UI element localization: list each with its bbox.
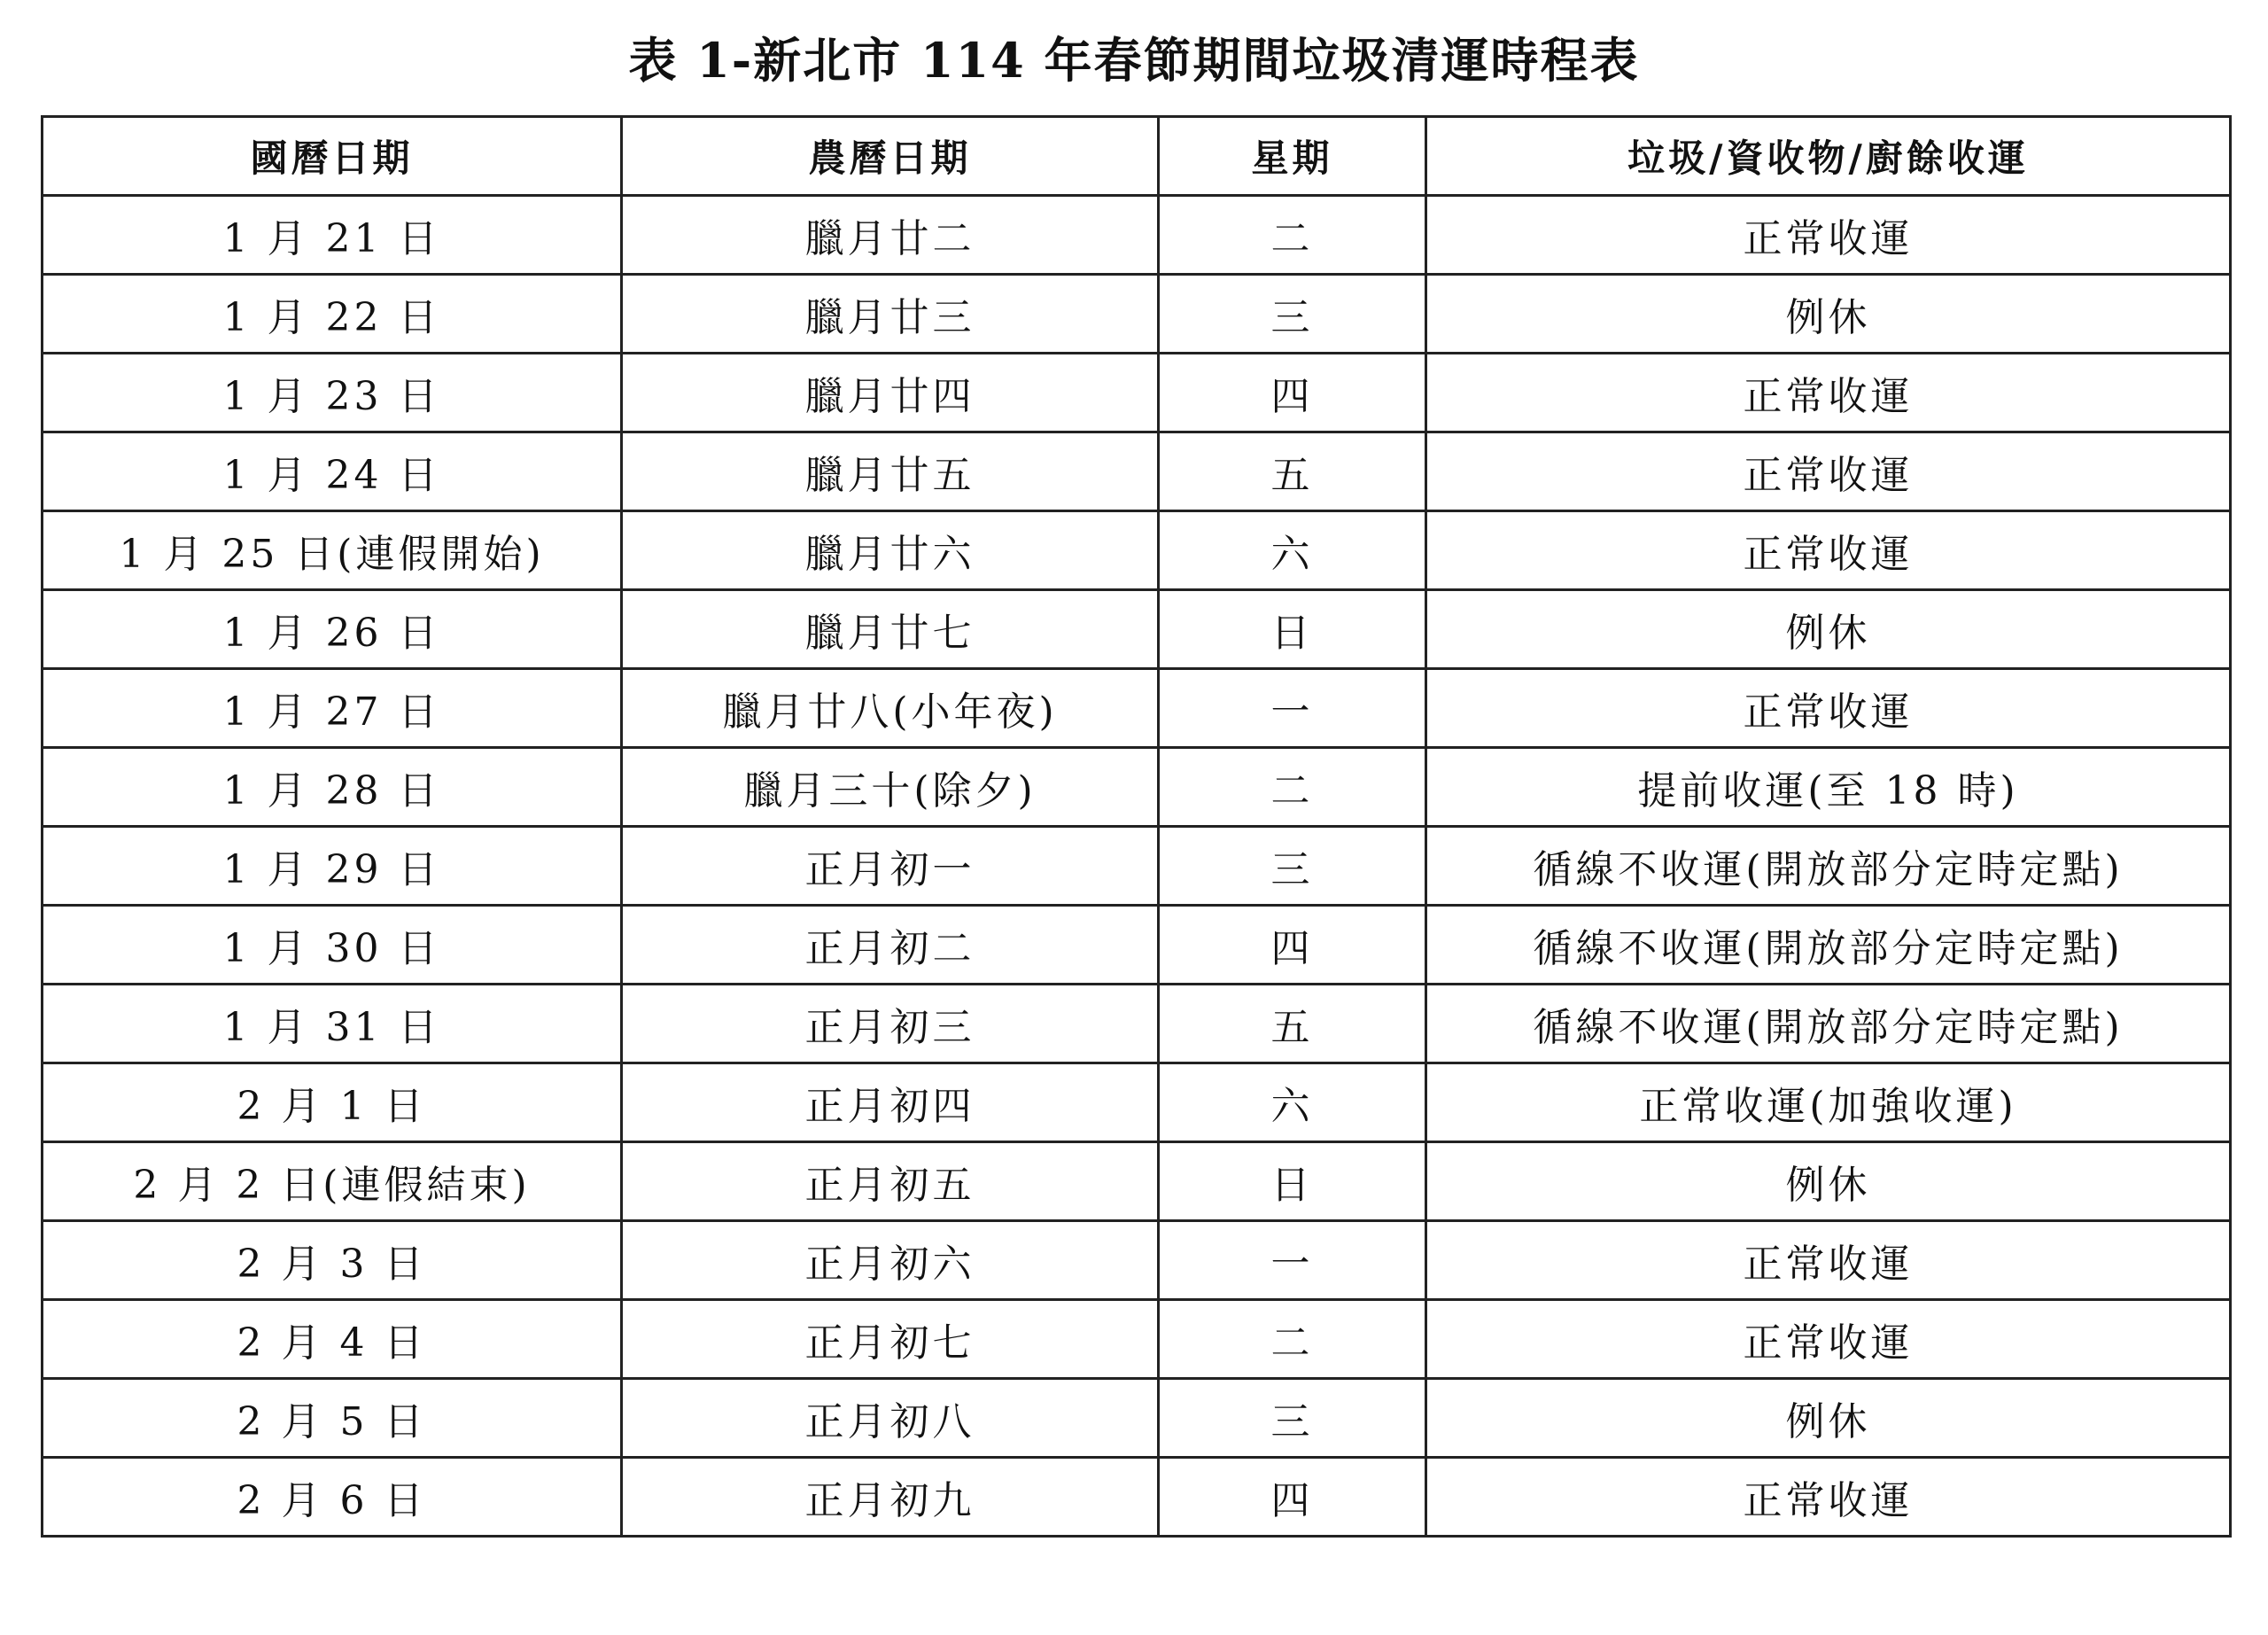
weekday-cell: 六: [1159, 1063, 1426, 1142]
table-row: [43, 748, 2231, 827]
solar-date-cell: 2 月 4 日: [43, 1300, 622, 1379]
weekday-cell: 五: [1159, 432, 1426, 511]
weekday-cell: 日: [1159, 1142, 1426, 1221]
table-row: [43, 590, 2231, 669]
weekday-cell: 六: [1159, 511, 1426, 590]
collection-cell: 正常收運: [1426, 511, 2231, 590]
solar-date-cell: 1 月 28 日: [43, 748, 622, 827]
weekday-cell: 三: [1159, 827, 1426, 906]
solar-date-cell: 1 月 25 日(連假開始): [43, 511, 622, 590]
lunar-date-cell: 正月初三: [622, 985, 1159, 1063]
solar-date-cell: 1 月 22 日: [43, 275, 622, 354]
table-row: [43, 1379, 2231, 1458]
schedule-table: [41, 115, 2232, 1538]
collection-cell: 循線不收運(開放部分定時定點): [1426, 906, 2231, 985]
collection-cell: 正常收運: [1426, 1221, 2231, 1300]
lunar-date-cell: 臘月廿四: [622, 354, 1159, 432]
table-row: [43, 196, 2231, 275]
solar-date-cell: 1 月 24 日: [43, 432, 622, 511]
lunar-date-cell: 臘月廿七: [622, 590, 1159, 669]
weekday-cell: 五: [1159, 985, 1426, 1063]
solar-date-cell: 2 月 3 日: [43, 1221, 622, 1300]
collection-cell: 正常收運: [1426, 669, 2231, 748]
weekday-cell: 三: [1159, 1379, 1426, 1458]
table-row: [43, 1221, 2231, 1300]
lunar-date-cell: 臘月三十(除夕): [622, 748, 1159, 827]
lunar-date-cell: 臘月廿六: [622, 511, 1159, 590]
lunar-date-cell: 正月初七: [622, 1300, 1159, 1379]
lunar-date-cell: 臘月廿五: [622, 432, 1159, 511]
weekday-cell: 三: [1159, 275, 1426, 354]
table-row: [43, 354, 2231, 432]
weekday-cell: 二: [1159, 196, 1426, 275]
weekday-cell: 四: [1159, 354, 1426, 432]
weekday-cell: 日: [1159, 590, 1426, 669]
collection-cell: 例休: [1426, 590, 2231, 669]
collection-cell: 循線不收運(開放部分定時定點): [1426, 985, 2231, 1063]
table-header-row: [43, 117, 2231, 196]
collection-cell: 例休: [1426, 1379, 2231, 1458]
collection-cell: 正常收運(加強收運): [1426, 1063, 2231, 1142]
collection-cell: 正常收運: [1426, 196, 2231, 275]
solar-date-cell: 1 月 26 日: [43, 590, 622, 669]
header-weekday: 星期: [1159, 117, 1426, 196]
solar-date-cell: 2 月 6 日: [43, 1458, 622, 1537]
solar-date-cell: 1 月 27 日: [43, 669, 622, 748]
solar-date-cell: 1 月 30 日: [43, 906, 622, 985]
solar-date-cell: 2 月 2 日(連假結束): [43, 1142, 622, 1221]
solar-date-cell: 2 月 5 日: [43, 1379, 622, 1458]
solar-date-cell: 1 月 29 日: [43, 827, 622, 906]
table-row: [43, 1458, 2231, 1537]
table-row: [43, 1300, 2231, 1379]
weekday-cell: 一: [1159, 669, 1426, 748]
table-row: [43, 1142, 2231, 1221]
table-row: [43, 985, 2231, 1063]
header-collection: 垃圾/資收物/廚餘收運: [1426, 117, 2231, 196]
table-row: [43, 906, 2231, 985]
weekday-cell: 四: [1159, 906, 1426, 985]
lunar-date-cell: 正月初一: [622, 827, 1159, 906]
table-row: [43, 827, 2231, 906]
collection-cell: 例休: [1426, 275, 2231, 354]
collection-cell: 正常收運: [1426, 1300, 2231, 1379]
collection-cell: 正常收運: [1426, 354, 2231, 432]
weekday-cell: 二: [1159, 748, 1426, 827]
collection-cell: 正常收運: [1426, 432, 2231, 511]
weekday-cell: 一: [1159, 1221, 1426, 1300]
lunar-date-cell: 正月初九: [622, 1458, 1159, 1537]
lunar-date-cell: 正月初八: [622, 1379, 1159, 1458]
solar-date-cell: 1 月 31 日: [43, 985, 622, 1063]
weekday-cell: 二: [1159, 1300, 1426, 1379]
lunar-date-cell: 正月初四: [622, 1063, 1159, 1142]
solar-date-cell: 1 月 23 日: [43, 354, 622, 432]
lunar-date-cell: 臘月廿三: [622, 275, 1159, 354]
header-solar-date: 國曆日期: [43, 117, 622, 196]
solar-date-cell: 2 月 1 日: [43, 1063, 622, 1142]
collection-cell: 例休: [1426, 1142, 2231, 1221]
header-lunar-date: 農曆日期: [622, 117, 1159, 196]
collection-cell: 提前收運(至 18 時): [1426, 748, 2231, 827]
table-row: [43, 669, 2231, 748]
solar-date-cell: 1 月 21 日: [43, 196, 622, 275]
collection-cell: 循線不收運(開放部分定時定點): [1426, 827, 2231, 906]
collection-cell: 正常收運: [1426, 1458, 2231, 1537]
lunar-date-cell: 臘月廿二: [622, 196, 1159, 275]
weekday-cell: 四: [1159, 1458, 1426, 1537]
table-row: [43, 432, 2231, 511]
table-row: [43, 275, 2231, 354]
table-row: [43, 1063, 2231, 1142]
lunar-date-cell: 臘月廿八(小年夜): [622, 669, 1159, 748]
lunar-date-cell: 正月初五: [622, 1142, 1159, 1221]
lunar-date-cell: 正月初六: [622, 1221, 1159, 1300]
page-title: 表 1-新北市 114 年春節期間垃圾清運時程表: [628, 32, 1640, 89]
lunar-date-cell: 正月初二: [622, 906, 1159, 985]
table-row: [43, 511, 2231, 590]
